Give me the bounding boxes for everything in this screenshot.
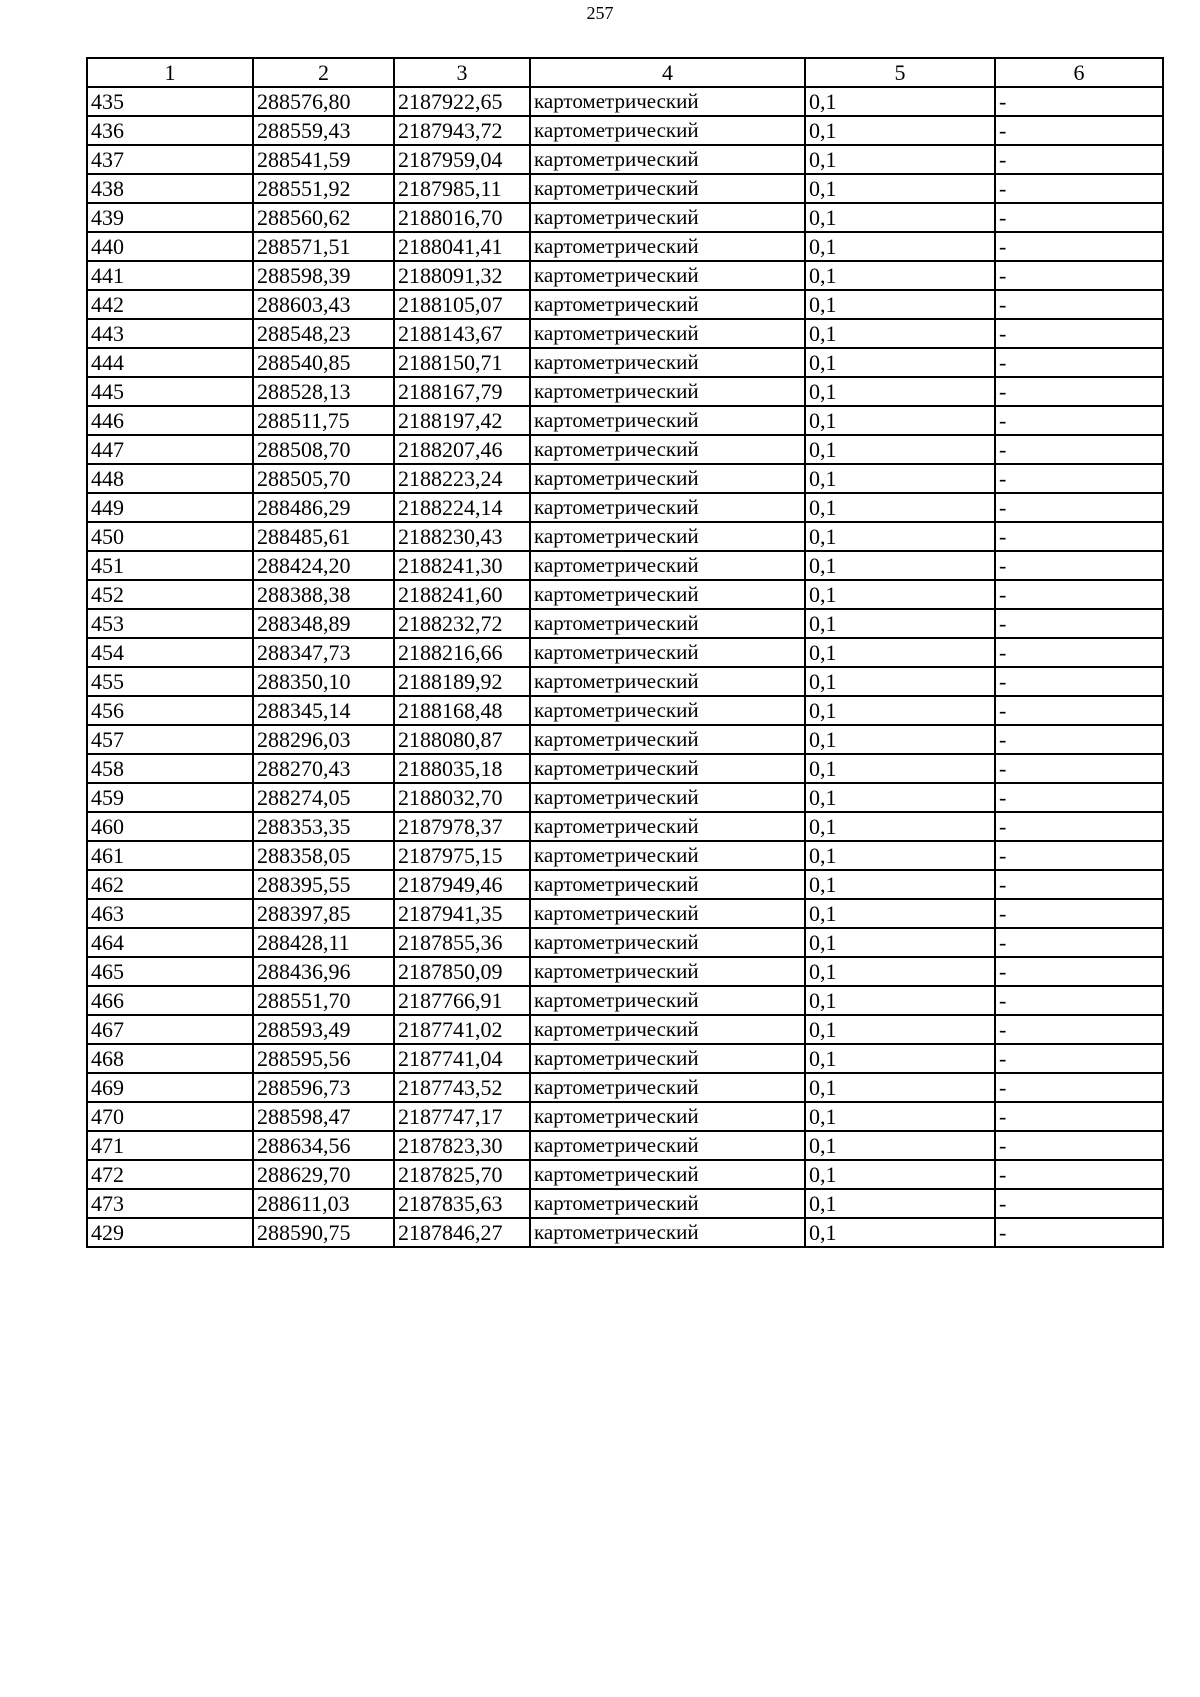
method-cell: картометрический [530,928,805,957]
y-coordinate-cell: 2187855,36 [394,928,530,957]
description-cell: - [995,493,1163,522]
accuracy-cell: 0,1 [805,174,995,203]
method-cell: картометрический [530,145,805,174]
accuracy-cell: 0,1 [805,1131,995,1160]
y-coordinate-cell: 2188016,70 [394,203,530,232]
method-cell: картометрический [530,116,805,145]
point-number-cell: 463 [87,899,253,928]
x-coordinate-cell: 288593,49 [253,1015,394,1044]
accuracy-cell: 0,1 [805,232,995,261]
accuracy-cell: 0,1 [805,986,995,1015]
y-coordinate-cell: 2188216,66 [394,638,530,667]
accuracy-cell: 0,1 [805,1044,995,1073]
method-cell: картометрический [530,435,805,464]
point-number-cell: 465 [87,957,253,986]
point-number-cell: 449 [87,493,253,522]
method-cell: картометрический [530,348,805,377]
accuracy-cell: 0,1 [805,290,995,319]
description-cell: - [995,638,1163,667]
table-row [87,1102,1163,1131]
point-number-cell: 459 [87,783,253,812]
description-cell: - [995,261,1163,290]
description-cell: - [995,812,1163,841]
table-row [87,435,1163,464]
point-number-cell: 468 [87,1044,253,1073]
description-cell: - [995,580,1163,609]
x-coordinate-cell: 288436,96 [253,957,394,986]
method-cell: картометрический [530,261,805,290]
x-coordinate-cell: 288358,05 [253,841,394,870]
accuracy-cell: 0,1 [805,319,995,348]
description-cell: - [995,754,1163,783]
accuracy-cell: 0,1 [805,261,995,290]
point-number-cell: 435 [87,87,253,116]
method-cell: картометрический [530,319,805,348]
method-cell: картометрический [530,580,805,609]
description-cell: - [995,1044,1163,1073]
method-cell: картометрический [530,406,805,435]
table-row [87,638,1163,667]
y-coordinate-cell: 2188223,24 [394,464,530,493]
description-cell: - [995,522,1163,551]
accuracy-cell: 0,1 [805,406,995,435]
y-coordinate-cell: 2187835,63 [394,1189,530,1218]
point-number-cell: 451 [87,551,253,580]
accuracy-cell: 0,1 [805,1102,995,1131]
accuracy-cell: 0,1 [805,928,995,957]
point-number-cell: 438 [87,174,253,203]
x-coordinate-cell: 288485,61 [253,522,394,551]
table-row [87,1073,1163,1102]
description-cell: - [995,899,1163,928]
method-cell: картометрический [530,638,805,667]
point-number-cell: 429 [87,1218,253,1247]
table-row [87,348,1163,377]
point-number-cell: 445 [87,377,253,406]
accuracy-cell: 0,1 [805,812,995,841]
method-cell: картометрический [530,1189,805,1218]
x-coordinate-cell: 288598,39 [253,261,394,290]
table-row [87,580,1163,609]
table-row [87,870,1163,899]
x-coordinate-cell: 288540,85 [253,348,394,377]
x-coordinate-cell: 288551,70 [253,986,394,1015]
x-coordinate-cell: 288541,59 [253,145,394,174]
accuracy-cell: 0,1 [805,754,995,783]
description-cell: - [995,725,1163,754]
table-row [87,319,1163,348]
table-row [87,464,1163,493]
table-row [87,406,1163,435]
description-cell: - [995,986,1163,1015]
description-cell: - [995,1102,1163,1131]
x-coordinate-cell: 288576,80 [253,87,394,116]
table-row [87,812,1163,841]
description-cell: - [995,348,1163,377]
description-cell: - [995,406,1163,435]
y-coordinate-cell: 2188241,60 [394,580,530,609]
y-coordinate-cell: 2188080,87 [394,725,530,754]
accuracy-cell: 0,1 [805,638,995,667]
point-number-cell: 437 [87,145,253,174]
x-coordinate-cell: 288571,51 [253,232,394,261]
y-coordinate-cell: 2188041,41 [394,232,530,261]
table-row [87,986,1163,1015]
y-coordinate-cell: 2187766,91 [394,986,530,1015]
method-cell: картометрический [530,1015,805,1044]
x-coordinate-cell: 288353,35 [253,812,394,841]
point-number-cell: 461 [87,841,253,870]
accuracy-cell: 0,1 [805,783,995,812]
point-number-cell: 442 [87,290,253,319]
x-coordinate-cell: 288560,62 [253,203,394,232]
method-cell: картометрический [530,1102,805,1131]
accuracy-cell: 0,1 [805,1218,995,1247]
column-header-2: 2 [253,58,394,87]
accuracy-cell: 0,1 [805,348,995,377]
description-cell: - [995,957,1163,986]
table-row [87,928,1163,957]
accuracy-cell: 0,1 [805,1189,995,1218]
table-row [87,1015,1163,1044]
table-header-row [87,58,1163,87]
description-cell: - [995,1160,1163,1189]
point-number-cell: 436 [87,116,253,145]
y-coordinate-cell: 2188224,14 [394,493,530,522]
y-coordinate-cell: 2188197,42 [394,406,530,435]
point-number-cell: 458 [87,754,253,783]
x-coordinate-cell: 288270,43 [253,754,394,783]
table-row [87,1218,1163,1247]
table-row [87,522,1163,551]
method-cell: картометрический [530,986,805,1015]
x-coordinate-cell: 288596,73 [253,1073,394,1102]
x-coordinate-cell: 288634,56 [253,1131,394,1160]
x-coordinate-cell: 288348,89 [253,609,394,638]
x-coordinate-cell: 288345,14 [253,696,394,725]
point-number-cell: 440 [87,232,253,261]
method-cell: картометрический [530,1073,805,1102]
accuracy-cell: 0,1 [805,870,995,899]
accuracy-cell: 0,1 [805,899,995,928]
y-coordinate-cell: 2187943,72 [394,116,530,145]
point-number-cell: 439 [87,203,253,232]
method-cell: картометрический [530,870,805,899]
description-cell: - [995,1015,1163,1044]
point-number-cell: 441 [87,261,253,290]
description-cell: - [995,1189,1163,1218]
y-coordinate-cell: 2187846,27 [394,1218,530,1247]
y-coordinate-cell: 2188032,70 [394,783,530,812]
x-coordinate-cell: 288629,70 [253,1160,394,1189]
description-cell: - [995,551,1163,580]
table-row [87,377,1163,406]
table-body [87,87,1163,1247]
method-cell: картометрический [530,957,805,986]
method-cell: картометрический [530,290,805,319]
y-coordinate-cell: 2187941,35 [394,899,530,928]
description-cell: - [995,696,1163,725]
point-number-cell: 472 [87,1160,253,1189]
accuracy-cell: 0,1 [805,725,995,754]
x-coordinate-cell: 288528,13 [253,377,394,406]
accuracy-cell: 0,1 [805,580,995,609]
y-coordinate-cell: 2188189,92 [394,667,530,696]
x-coordinate-cell: 288611,03 [253,1189,394,1218]
accuracy-cell: 0,1 [805,464,995,493]
table-row [87,145,1163,174]
x-coordinate-cell: 288595,56 [253,1044,394,1073]
description-cell: - [995,783,1163,812]
x-coordinate-cell: 288505,70 [253,464,394,493]
y-coordinate-cell: 2188150,71 [394,348,530,377]
description-cell: - [995,1073,1163,1102]
coordinates-table [86,57,1164,1248]
accuracy-cell: 0,1 [805,841,995,870]
point-number-cell: 444 [87,348,253,377]
point-number-cell: 448 [87,464,253,493]
x-coordinate-cell: 288559,43 [253,116,394,145]
method-cell: картометрический [530,377,805,406]
method-cell: картометрический [530,783,805,812]
x-coordinate-cell: 288548,23 [253,319,394,348]
y-coordinate-cell: 2187922,65 [394,87,530,116]
y-coordinate-cell: 2188091,32 [394,261,530,290]
y-coordinate-cell: 2188105,07 [394,290,530,319]
table-row [87,783,1163,812]
accuracy-cell: 0,1 [805,87,995,116]
accuracy-cell: 0,1 [805,203,995,232]
y-coordinate-cell: 2187743,52 [394,1073,530,1102]
point-number-cell: 454 [87,638,253,667]
method-cell: картометрический [530,87,805,116]
y-coordinate-cell: 2188207,46 [394,435,530,464]
accuracy-cell: 0,1 [805,667,995,696]
point-number-cell: 470 [87,1102,253,1131]
table-row [87,87,1163,116]
description-cell: - [995,203,1163,232]
table-row [87,174,1163,203]
column-header-6: 6 [995,58,1163,87]
table-row [87,957,1163,986]
y-coordinate-cell: 2187985,11 [394,174,530,203]
x-coordinate-cell: 288486,29 [253,493,394,522]
table-row [87,841,1163,870]
method-cell: картометрический [530,899,805,928]
accuracy-cell: 0,1 [805,957,995,986]
y-coordinate-cell: 2188241,30 [394,551,530,580]
point-number-cell: 446 [87,406,253,435]
point-number-cell: 457 [87,725,253,754]
method-cell: картометрический [530,841,805,870]
y-coordinate-cell: 2188167,79 [394,377,530,406]
table-row [87,1131,1163,1160]
table-row [87,232,1163,261]
point-number-cell: 464 [87,928,253,957]
x-coordinate-cell: 288590,75 [253,1218,394,1247]
x-coordinate-cell: 288603,43 [253,290,394,319]
table-row [87,116,1163,145]
description-cell: - [995,464,1163,493]
x-coordinate-cell: 288598,47 [253,1102,394,1131]
method-cell: картометрический [530,1218,805,1247]
description-cell: - [995,319,1163,348]
description-cell: - [995,174,1163,203]
description-cell: - [995,667,1163,696]
table-row [87,551,1163,580]
point-number-cell: 471 [87,1131,253,1160]
table-row [87,1160,1163,1189]
method-cell: картометрический [530,1131,805,1160]
accuracy-cell: 0,1 [805,522,995,551]
method-cell: картометрический [530,1044,805,1073]
table-row [87,1189,1163,1218]
x-coordinate-cell: 288388,38 [253,580,394,609]
y-coordinate-cell: 2187741,04 [394,1044,530,1073]
x-coordinate-cell: 288397,85 [253,899,394,928]
page-number: 257 [586,3,614,23]
x-coordinate-cell: 288551,92 [253,174,394,203]
description-cell: - [995,87,1163,116]
y-coordinate-cell: 2188035,18 [394,754,530,783]
table-row [87,609,1163,638]
x-coordinate-cell: 288511,75 [253,406,394,435]
method-cell: картометрический [530,551,805,580]
accuracy-cell: 0,1 [805,696,995,725]
x-coordinate-cell: 288395,55 [253,870,394,899]
column-header-4: 4 [530,58,805,87]
column-header-5: 5 [805,58,995,87]
y-coordinate-cell: 2188230,43 [394,522,530,551]
table-row [87,290,1163,319]
description-cell: - [995,1218,1163,1247]
x-coordinate-cell: 288274,05 [253,783,394,812]
method-cell: картометрический [530,203,805,232]
description-cell: - [995,290,1163,319]
point-number-cell: 466 [87,986,253,1015]
table-row [87,696,1163,725]
x-coordinate-cell: 288296,03 [253,725,394,754]
point-number-cell: 450 [87,522,253,551]
y-coordinate-cell: 2187959,04 [394,145,530,174]
y-coordinate-cell: 2187949,46 [394,870,530,899]
x-coordinate-cell: 288350,10 [253,667,394,696]
point-number-cell: 443 [87,319,253,348]
point-number-cell: 469 [87,1073,253,1102]
description-cell: - [995,377,1163,406]
x-coordinate-cell: 288347,73 [253,638,394,667]
method-cell: картометрический [530,493,805,522]
table-row [87,493,1163,522]
y-coordinate-cell: 2187747,17 [394,1102,530,1131]
method-cell: картометрический [530,609,805,638]
y-coordinate-cell: 2187850,09 [394,957,530,986]
point-number-cell: 456 [87,696,253,725]
x-coordinate-cell: 288508,70 [253,435,394,464]
table-row [87,899,1163,928]
y-coordinate-cell: 2187823,30 [394,1131,530,1160]
accuracy-cell: 0,1 [805,377,995,406]
method-cell: картометрический [530,464,805,493]
description-cell: - [995,145,1163,174]
y-coordinate-cell: 2188143,67 [394,319,530,348]
method-cell: картометрический [530,232,805,261]
description-cell: - [995,116,1163,145]
description-cell: - [995,870,1163,899]
method-cell: картометрический [530,696,805,725]
description-cell: - [995,1131,1163,1160]
accuracy-cell: 0,1 [805,145,995,174]
description-cell: - [995,928,1163,957]
description-cell: - [995,609,1163,638]
description-cell: - [995,435,1163,464]
table-row [87,203,1163,232]
method-cell: картометрический [530,1160,805,1189]
accuracy-cell: 0,1 [805,609,995,638]
x-coordinate-cell: 288428,11 [253,928,394,957]
accuracy-cell: 0,1 [805,116,995,145]
method-cell: картометрический [530,812,805,841]
column-header-3: 3 [394,58,530,87]
method-cell: картометрический [530,725,805,754]
accuracy-cell: 0,1 [805,1160,995,1189]
point-number-cell: 452 [87,580,253,609]
table-row [87,725,1163,754]
table-row [87,754,1163,783]
point-number-cell: 453 [87,609,253,638]
column-header-1: 1 [87,58,253,87]
point-number-cell: 460 [87,812,253,841]
table-row [87,261,1163,290]
point-number-cell: 447 [87,435,253,464]
description-cell: - [995,232,1163,261]
method-cell: картометрический [530,754,805,783]
table-row [87,1044,1163,1073]
description-cell: - [995,841,1163,870]
method-cell: картометрический [530,667,805,696]
y-coordinate-cell: 2187978,37 [394,812,530,841]
accuracy-cell: 0,1 [805,493,995,522]
accuracy-cell: 0,1 [805,551,995,580]
y-coordinate-cell: 2187825,70 [394,1160,530,1189]
method-cell: картометрический [530,174,805,203]
y-coordinate-cell: 2188232,72 [394,609,530,638]
y-coordinate-cell: 2187975,15 [394,841,530,870]
x-coordinate-cell: 288424,20 [253,551,394,580]
point-number-cell: 467 [87,1015,253,1044]
accuracy-cell: 0,1 [805,435,995,464]
point-number-cell: 462 [87,870,253,899]
method-cell: картометрический [530,522,805,551]
y-coordinate-cell: 2187741,02 [394,1015,530,1044]
point-number-cell: 473 [87,1189,253,1218]
accuracy-cell: 0,1 [805,1073,995,1102]
table-row [87,667,1163,696]
point-number-cell: 455 [87,667,253,696]
accuracy-cell: 0,1 [805,1015,995,1044]
y-coordinate-cell: 2188168,48 [394,696,530,725]
